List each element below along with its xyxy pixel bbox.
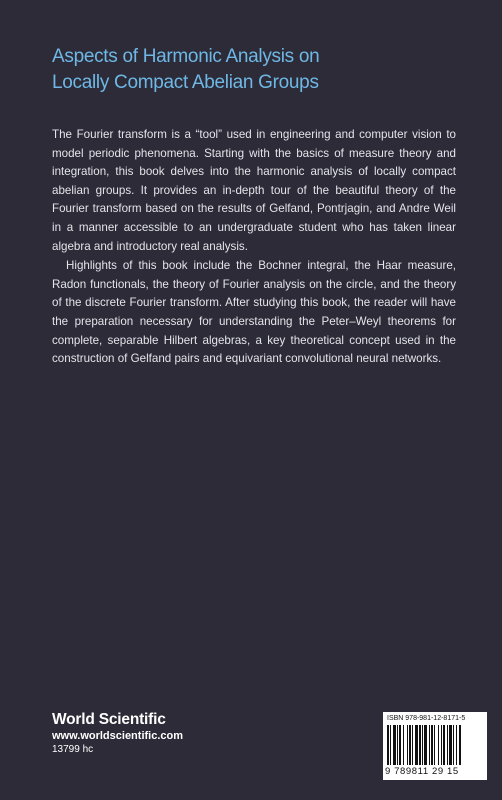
description-paragraph-1: The Fourier transform is a “tool” used in engineering and computer vision to model periodic phenomena. Starting with the basics of measure theory and integration, this book delves into the harmonic analysis of locally compact abelian groups. It provides an in-depth tour of the beautiful theory of the Fourier transform based on the results of Gelfand, Pontrjagin, and Andre Weil in a manner accessible to an undergraduate student who has taken linear algebra and introductory real analysis. [52,128,456,253]
book-title [52,44,472,96]
publisher-block [52,711,183,757]
publisher-name: World Scientific [52,711,166,728]
title-line-1: Aspects of Harmonic Analysis on [52,46,320,67]
barcode-icon [387,725,483,765]
product-code: 13799 hc [52,744,94,755]
book-description [52,126,456,369]
isbn-text: ISBN 978-981-12-8171-5 [387,715,466,722]
barcode-label [383,712,487,780]
barcode-digits: 9 789811 29 15 [385,766,459,777]
description-paragraph-2: Highlights of this book include the Bochner integral, the Haar measure, Radon functionals, the theory of Fourier analysis on the circle, and the theory of the discrete Fourier transform. After studying this book, the reader will have the preparation necessary for understanding the Peter–Weyl theorems for complete, separable Hilbert algebras, a key theoretical concept used in the construction of Gelfand pairs and equivariant convolutional neural networks. [52,259,456,366]
publisher-url: www.worldscientific.com [52,730,184,742]
title-line-2: Locally Compact Abelian Groups [52,72,319,93]
